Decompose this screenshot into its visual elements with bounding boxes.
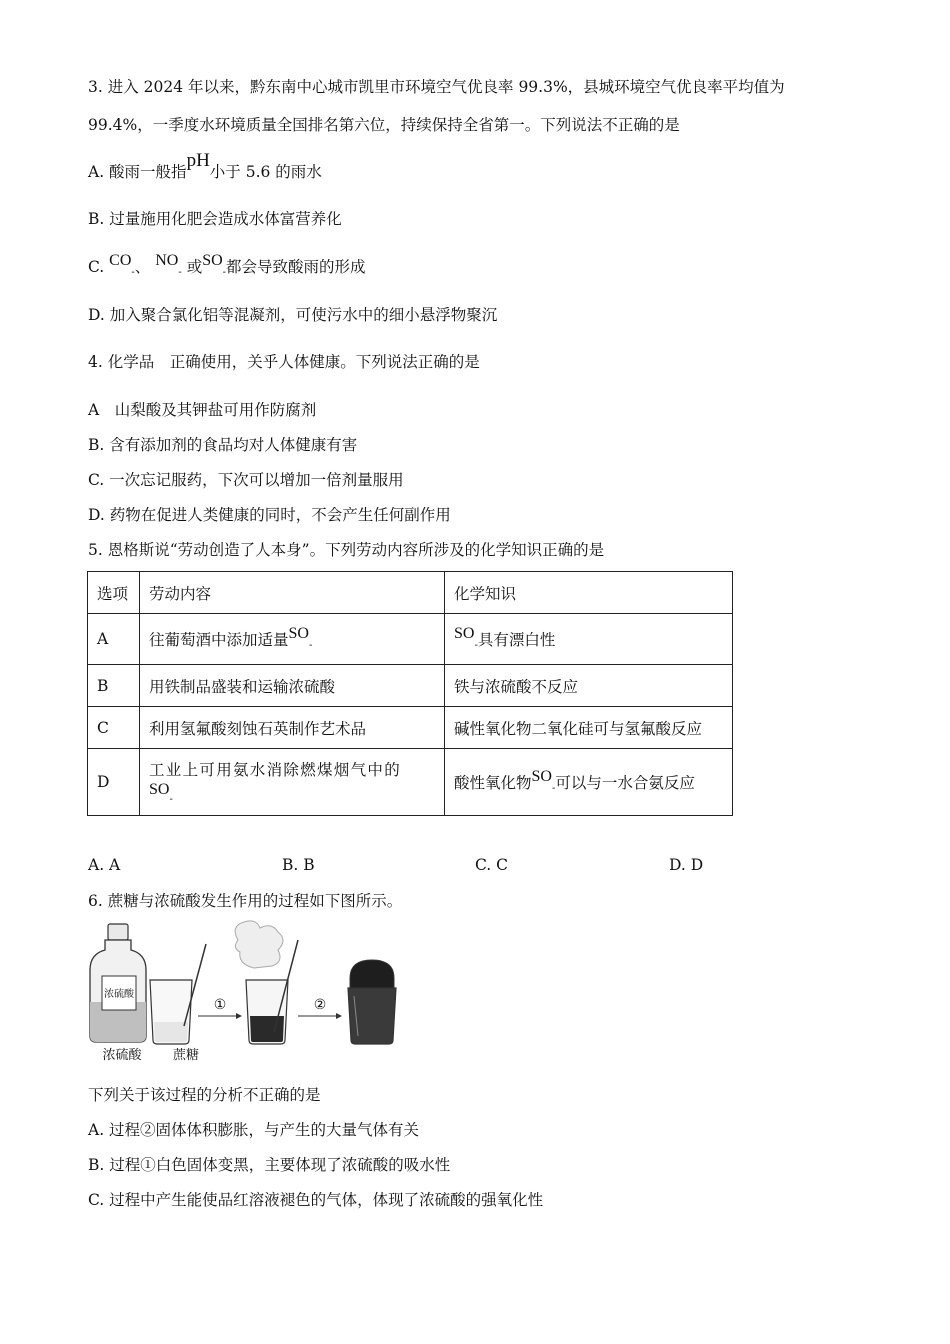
row-a-knowledge: [445, 614, 733, 665]
header-knowledge: 化学知识: [445, 572, 733, 614]
q5-option-d: D. D: [669, 856, 704, 874]
q3-option-a: [88, 150, 322, 182]
ph-formula: pH: [186, 150, 210, 171]
row-d-knowledge-text2: 可以与一水合氨反应: [555, 774, 695, 792]
row-b-option: B: [88, 665, 140, 707]
q3-a-suffix: 小于 5.6 的雨水: [209, 163, 322, 181]
subscript-mark: -: [308, 640, 313, 651]
no-formula: NO: [155, 252, 179, 269]
q3-c-sep: 、: [134, 258, 151, 276]
row-b-knowledge: 铁与浓硫酸不反应: [445, 665, 733, 707]
beaker-black-column-icon: [348, 960, 396, 1044]
step-2-label: ②: [313, 997, 327, 1013]
row-b-labor: 用铁制品盛装和运输浓硫酸: [140, 665, 445, 707]
beaker-sucrose-icon: [150, 944, 206, 1044]
q6-option-b: B. 过程①白色固体变黑，主要体现了浓硫酸的吸水性: [88, 1156, 451, 1174]
so-formula: SO: [202, 252, 223, 269]
row-a-labor-text: 往葡萄酒中添加适量: [149, 631, 289, 649]
q3-c-or: 或: [186, 258, 203, 276]
row-a-knowledge-text: 具有漂白性: [477, 631, 556, 649]
q5-option-c: C. C: [475, 856, 509, 874]
q3-c-suffix: 都会导致酸雨的形成: [226, 258, 366, 276]
q4-option-b: B. 含有添加剂的食品均对人体健康有害: [88, 436, 358, 454]
table-row-a: [88, 614, 733, 665]
row-d-labor: [140, 749, 445, 816]
q6-option-c: C. 过程中产生能使品红溶液褪色的气体，体现了浓硫酸的强氧化性: [88, 1191, 544, 1209]
header-labor: 劳动内容: [140, 572, 445, 614]
beaker-reacting-icon: [235, 921, 298, 1044]
q3-a-prefix: A. 酸雨一般指: [88, 163, 187, 181]
arrow-icon: [336, 1013, 342, 1019]
q4-stem: 4. 化学品 正确使用，关乎人体健康。下列说法正确的是: [88, 353, 480, 371]
arrow-icon: [236, 1013, 242, 1019]
table-header-row: [88, 572, 733, 614]
step-1-label: ①: [213, 997, 227, 1013]
q3-stem-line2: 99.4%，一季度水环境质量全国排名第六位，持续保持全省第一。下列说法不正确的是: [88, 116, 680, 134]
q5-stem: 5. 恩格斯说“劳动创造了人本身”。下列劳动内容所涉及的化学知识正确的是: [88, 541, 605, 559]
row-d-labor-chem-line: [149, 781, 435, 804]
row-d-labor-text: 工业上可用氨水消除燃煤烟气中的: [149, 761, 402, 779]
table-row-c: [88, 707, 733, 749]
q3-option-d: D. 加入聚合氯化铝等混凝剂，可使污水中的细小悬浮物聚沉: [88, 306, 498, 324]
q6-stem: 6. 蔗糖与浓硫酸发生作用的过程如下图所示。: [88, 892, 403, 910]
so-formula: SO: [531, 768, 552, 785]
subscript-mark: -: [169, 794, 173, 805]
so-formula: SO: [454, 625, 475, 642]
row-c-labor: 利用氢氟酸刻蚀石英制作艺术品: [140, 707, 445, 749]
caption-acid: 浓硫酸: [102, 1048, 142, 1063]
subscript-mark: -: [474, 640, 478, 651]
subscript-mark: -: [551, 783, 556, 794]
q5-option-a: A. A: [88, 856, 121, 874]
row-a-option: A: [88, 614, 140, 665]
so-formula: SO: [288, 625, 309, 642]
q3-option-c: [88, 252, 366, 280]
q3-stem-line1: 3. 进入 2024 年以来，黔东南中心城市凯里市环境空气优良率 99.3%，县城环境空气优良率平均值为: [88, 78, 785, 96]
row-d-knowledge: [445, 749, 733, 816]
subscript-mark: -: [222, 267, 227, 278]
bottle-label: 浓硫酸: [104, 989, 134, 1000]
q3-c-prefix: C.: [88, 258, 105, 276]
row-d-knowledge-text: 酸性氧化物: [454, 774, 532, 792]
q6-question: 下列关于该过程的分析不正确的是: [88, 1086, 321, 1104]
row-c-knowledge: 碱性氧化物二氧化硅可与氢氟酸反应: [445, 707, 733, 749]
sucrose-reaction-figure: [88, 918, 408, 1066]
q4-option-c: C. 一次忘记服药，下次可以增加一倍剂量服用: [88, 471, 404, 489]
acid-bottle-icon: [90, 924, 146, 1042]
so-formula: SO: [149, 781, 170, 798]
subscript-mark: -: [131, 267, 135, 278]
q5-table: [87, 571, 733, 816]
table-row-b: [88, 665, 733, 707]
q5-option-b: B. B: [282, 856, 315, 874]
q3-option-b: B. 过量施用化肥会造成水体富营养化: [88, 210, 342, 228]
caption-sucrose: 蔗糖: [172, 1048, 200, 1063]
q4-option-a: A 山梨酸及其钾盐可用作防腐剂: [88, 401, 317, 419]
header-option: 选项: [88, 572, 140, 614]
row-c-option: C: [88, 707, 140, 749]
co-formula: CO: [109, 252, 132, 269]
table-row-d: [88, 749, 733, 816]
subscript-mark: -: [178, 267, 182, 278]
row-a-labor: [140, 614, 445, 665]
q6-option-a: A. 过程②固体体积膨胀，与产生的大量气体有关: [88, 1121, 420, 1139]
row-d-option: D: [88, 749, 140, 816]
q4-option-d: D. 药物在促进人类健康的同时，不会产生任何副作用: [88, 506, 451, 524]
